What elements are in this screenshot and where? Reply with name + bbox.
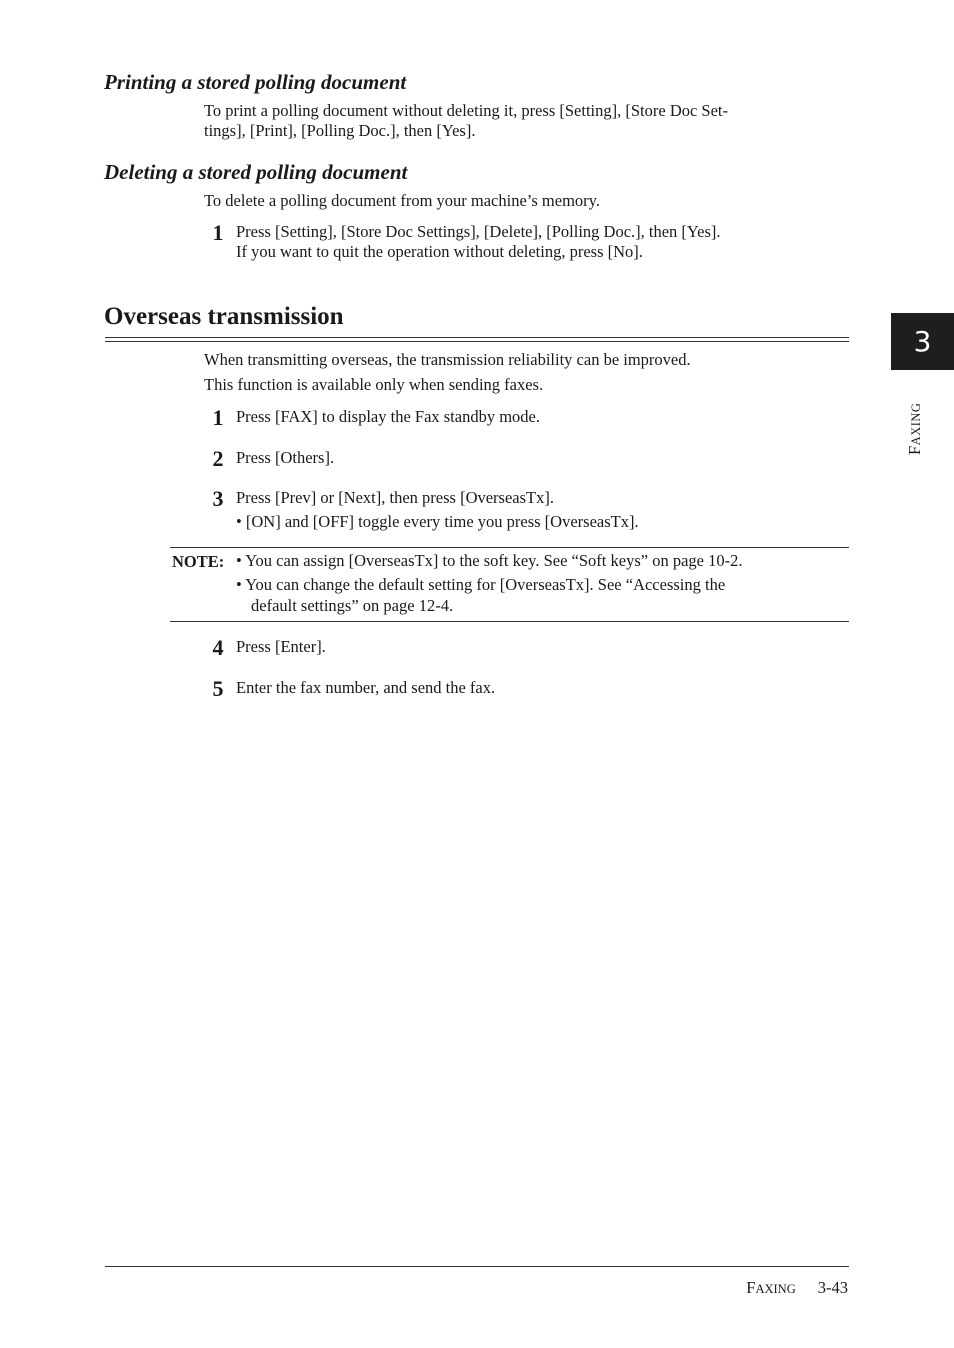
deleting-step-text-line2: If you want to quit the operation without deleting, press [No]. <box>236 242 643 261</box>
title-rule-bottom <box>105 341 849 342</box>
step-text: Press [Others]. <box>236 448 335 467</box>
section-heading-deleting: Deleting a stored polling document <box>104 160 408 184</box>
chapter-label-initial: F <box>905 445 924 455</box>
footer-rule <box>105 1266 849 1267</box>
step-number: 1 <box>212 405 224 430</box>
printing-instructions-line2: tings], [Print], [Polling Doc.], then [Yes]. <box>204 121 476 140</box>
section-heading-printing: Printing a stored polling document <box>104 70 407 94</box>
step-text: Press [FAX] to display the Fax standby mode. <box>236 407 541 426</box>
overseas-intro-line1: When transmitting overseas, the transmission reliability can be improved. <box>204 350 691 369</box>
printing-instructions-line1: To print a polling document without deleting it, press [Setting], [Store Doc Set- <box>204 101 729 120</box>
note-label: NOTE: <box>172 552 225 571</box>
note-rule-top <box>170 547 849 548</box>
title-rule-top <box>105 337 849 338</box>
page-number: 3-43 <box>817 1278 848 1297</box>
deleting-intro: To delete a polling document from your machine’s memory. <box>204 191 600 210</box>
step-number: 1 <box>212 220 224 245</box>
step-number: 3 <box>212 486 224 511</box>
deleting-step-text: Press [Setting], [Store Doc Settings], [Delete], [Polling Doc.], then [Yes]. <box>236 222 721 241</box>
step-text: Enter the fax number, and send the fax. <box>236 678 496 697</box>
step-text: Press [Prev] or [Next], then press [OverseasTx]. <box>236 488 554 507</box>
page-footer <box>746 1278 848 1298</box>
chapter-label-rest: AXING <box>909 402 923 446</box>
step-number: 2 <box>212 446 224 471</box>
overseas-intro-line2: This function is available only when sending faxes. <box>204 375 544 394</box>
step-sub-bullet: • [ON] and [OFF] toggle every time you press [OverseasTx]. <box>236 512 639 531</box>
note-rule-bottom <box>170 621 849 622</box>
note-bullet-1: • You can assign [OverseasTx] to the soft key. See “Soft keys” on page 10-2. <box>236 551 743 570</box>
footer-section-rest: AXING <box>755 1282 796 1296</box>
step-number: 5 <box>212 676 224 701</box>
section-title-overseas: Overseas transmission <box>104 303 344 330</box>
step-text: Press [Enter]. <box>236 637 326 656</box>
chapter-tab: 3 <box>891 313 954 370</box>
note-bullet-2-continued: default settings” on page 12-4. <box>251 596 454 615</box>
chapter-side-label <box>905 403 925 455</box>
step-number: 4 <box>212 635 224 660</box>
note-bullet-2: • You can change the default setting for [OverseasTx]. See “Accessing the <box>236 575 726 594</box>
footer-section-initial: F <box>746 1278 756 1297</box>
